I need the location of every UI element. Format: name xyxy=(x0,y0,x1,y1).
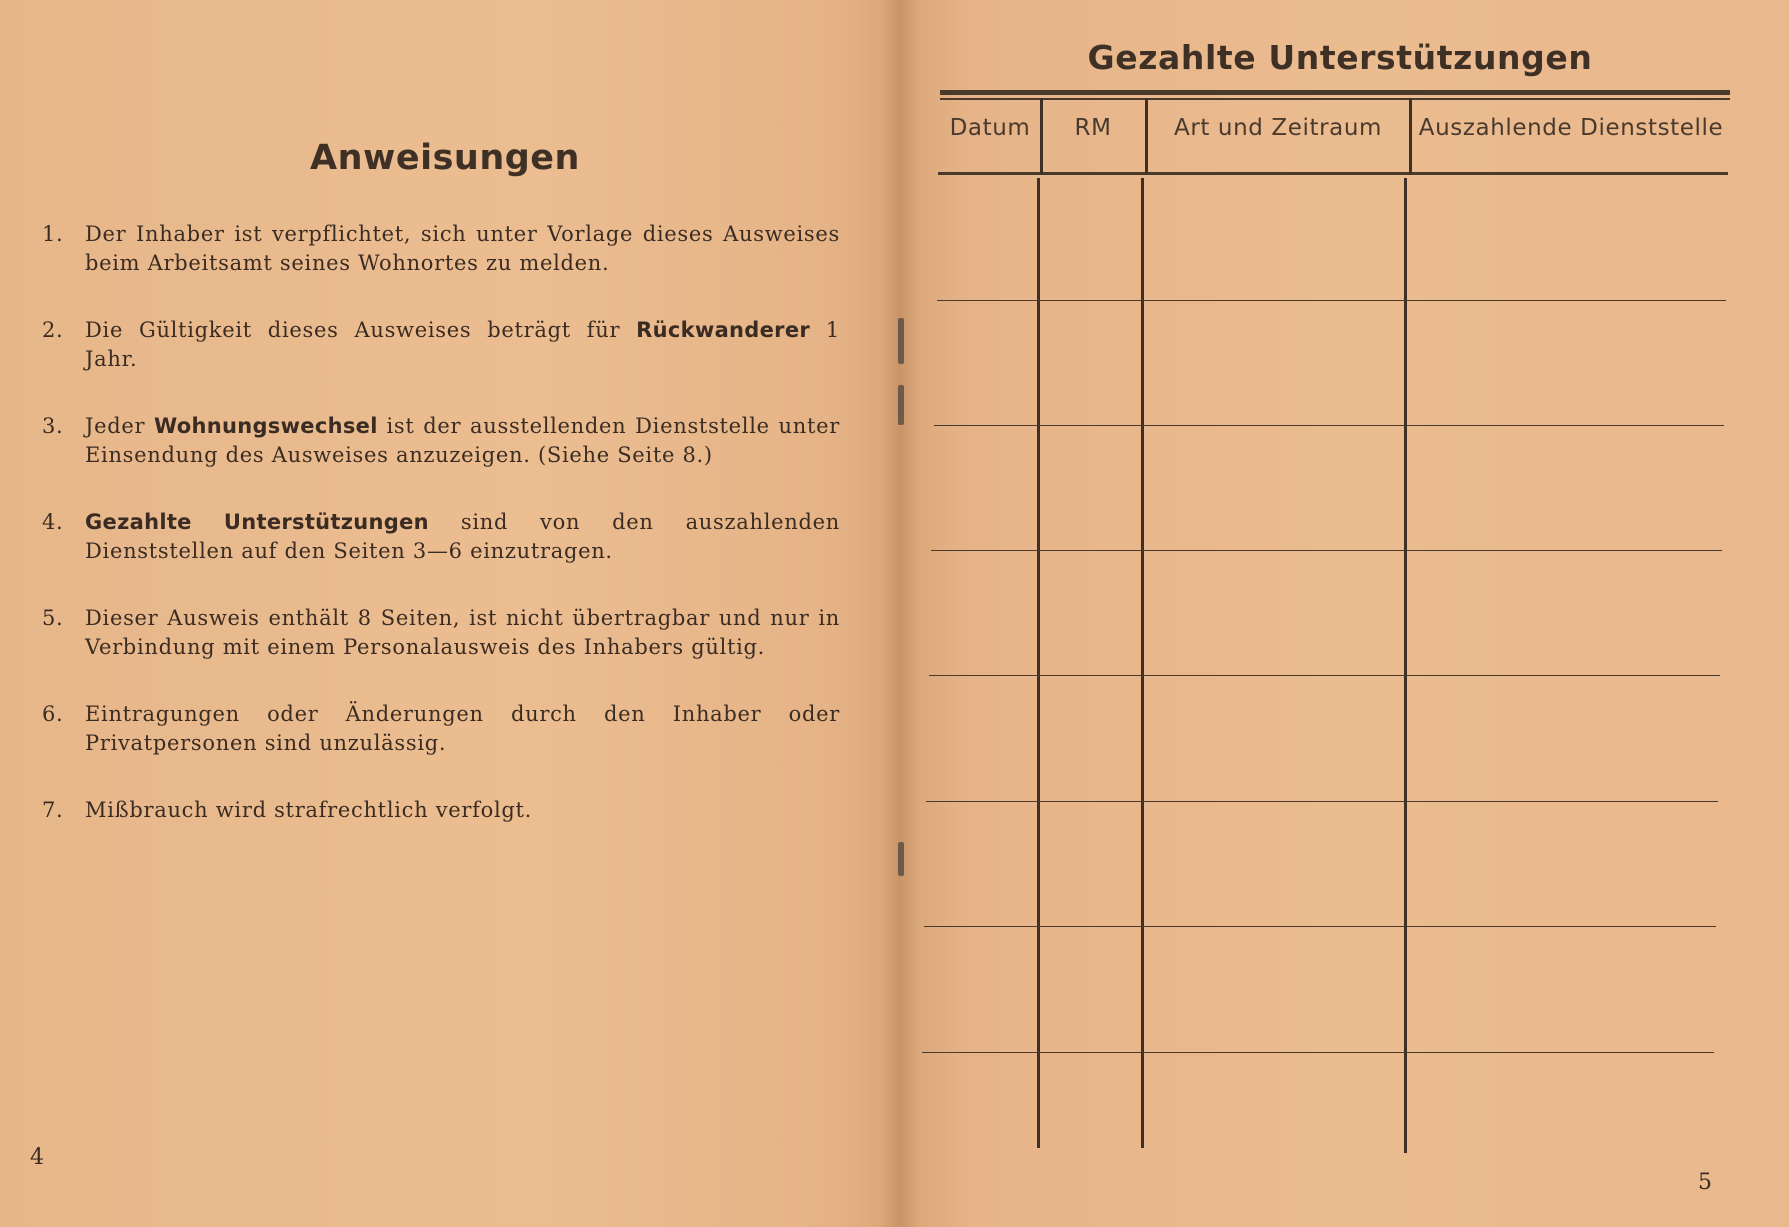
instruction-text: 1 Jahr. xyxy=(85,318,840,371)
page-number-left: 4 xyxy=(30,1145,44,1170)
table-top-rule xyxy=(940,90,1730,95)
header-separator xyxy=(1145,98,1148,174)
column-line xyxy=(1037,178,1040,1148)
row-rule xyxy=(937,300,1726,301)
instruction-text: Eintragungen oder Änderungen durch den Inhaber oder Privatpersonen sind unzulässig. xyxy=(85,702,840,755)
instruction-text: Jeder xyxy=(85,414,155,438)
instruction-text: Mißbrauch wird strafrechtlich verfolgt. xyxy=(85,798,533,822)
instruction-emphasis: Wohnungswechsel xyxy=(154,414,378,438)
table-top-rule-thin xyxy=(940,98,1730,100)
instruction-number: 5. xyxy=(42,606,64,630)
instruction-number: 3. xyxy=(42,414,64,438)
instruction-emphasis: Gezahlte Unterstützungen xyxy=(85,510,429,534)
header-separator xyxy=(1040,98,1043,174)
column-line xyxy=(1141,178,1144,1148)
instruction-text: ist der ausstellenden Dienststelle unter Einsendung des Ausweises anzuzeigen. (Siehe Seite 8.) xyxy=(85,414,840,467)
instruction-text: Dieser Ausweis enthält 8 Seiten, ist nicht übertragbar und nur in Verbindung mit einem Personalausweis des Inhabers gültig. xyxy=(85,606,840,659)
column-header-art-und-zeitraum: Art und Zeitraum xyxy=(1173,115,1383,141)
header-separator xyxy=(1409,98,1412,174)
row-rule xyxy=(922,1052,1714,1053)
column-header-datum: Datum xyxy=(949,115,1031,141)
instruction-number: 2. xyxy=(42,318,64,342)
row-rule xyxy=(931,550,1722,551)
instruction-text: Der Inhaber ist verpflichtet, sich unter Vorlage dieses Ausweises beim Arbeitsamt seines Wohnortes zu melden. xyxy=(85,222,840,275)
column-header-auszahlende-dienststelle: Auszahlende Dienststelle xyxy=(1418,115,1724,141)
instruction-text: sind von den auszahlenden Dienststellen auf den Seiten 3—6 einzutragen. xyxy=(85,510,840,563)
instruction-number: 1. xyxy=(42,222,64,246)
header-bottom-rule xyxy=(938,172,1728,175)
instruction-number: 6. xyxy=(42,702,64,726)
column-header-rm: RM xyxy=(1074,115,1112,141)
column-line xyxy=(1404,178,1407,1153)
instruction-number: 7. xyxy=(42,798,64,822)
row-rule xyxy=(926,801,1718,802)
instruction-number: 4. xyxy=(42,510,64,534)
row-rule xyxy=(934,425,1724,426)
row-rule xyxy=(929,675,1720,676)
page-number-right: 5 xyxy=(1698,1170,1712,1195)
instruction-emphasis: Rückwanderer xyxy=(636,318,811,342)
instruction-text: Die Gültigkeit dieses Ausweises beträgt für xyxy=(85,318,637,342)
page-title: Anweisungen xyxy=(310,138,580,178)
row-rule xyxy=(924,926,1716,927)
table-title: Gezahlte Unterstützungen xyxy=(1087,38,1593,77)
